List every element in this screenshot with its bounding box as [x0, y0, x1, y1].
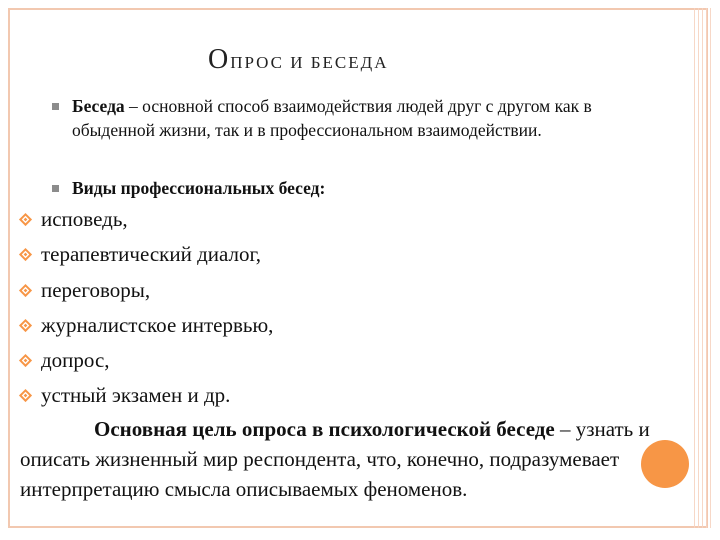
diamond-bullet-icon	[18, 318, 33, 333]
decorative-stripe	[694, 8, 712, 528]
diamond-bullet-icon	[18, 388, 33, 403]
diamond-bullet-icon	[18, 247, 33, 262]
title-rest: ПРОС И БЕСЕДА	[230, 53, 389, 72]
list-item-text: терапевтический диалог,	[41, 242, 261, 266]
conclusion-text: – узнать и описать жизненный мир респондента, что, конечно, подразумевает интерпретацию смысла описываемых феноменов.	[20, 417, 650, 501]
list-item-text: допрос,	[41, 348, 110, 372]
list-item	[18, 240, 261, 268]
slide-title	[208, 44, 389, 76]
decorative-circle	[641, 440, 689, 488]
list-item	[18, 311, 273, 339]
bullet-icon	[52, 185, 59, 192]
diamond-bullet-icon	[18, 353, 33, 368]
definition-text: – основной способ взаимодействия людей друг с другом как в обыденной жизни, так и в профессиональном взаимодействии.	[72, 96, 592, 140]
list-item	[18, 276, 150, 304]
list-item-text: переговоры,	[41, 278, 151, 302]
bullet-icon	[52, 103, 59, 110]
term-beseda: Беседа	[72, 96, 125, 116]
intro-definition	[72, 94, 672, 142]
conclusion-bold: Основная цель опроса в психологической беседе	[94, 417, 555, 441]
diamond-bullet-icon	[18, 283, 33, 298]
list-item-text: журналистское интервью,	[41, 313, 274, 337]
list-item	[18, 346, 110, 374]
conclusion-paragraph	[20, 414, 690, 504]
types-heading: Виды профессиональных бесед:	[72, 178, 326, 198]
title-initial: О	[208, 44, 231, 75]
list-item	[18, 205, 128, 233]
diamond-bullet-icon	[18, 212, 33, 227]
list-item-text: исповедь,	[41, 207, 128, 231]
list-item	[18, 381, 230, 409]
list-item-text: устный экзамен и др.	[41, 383, 231, 407]
